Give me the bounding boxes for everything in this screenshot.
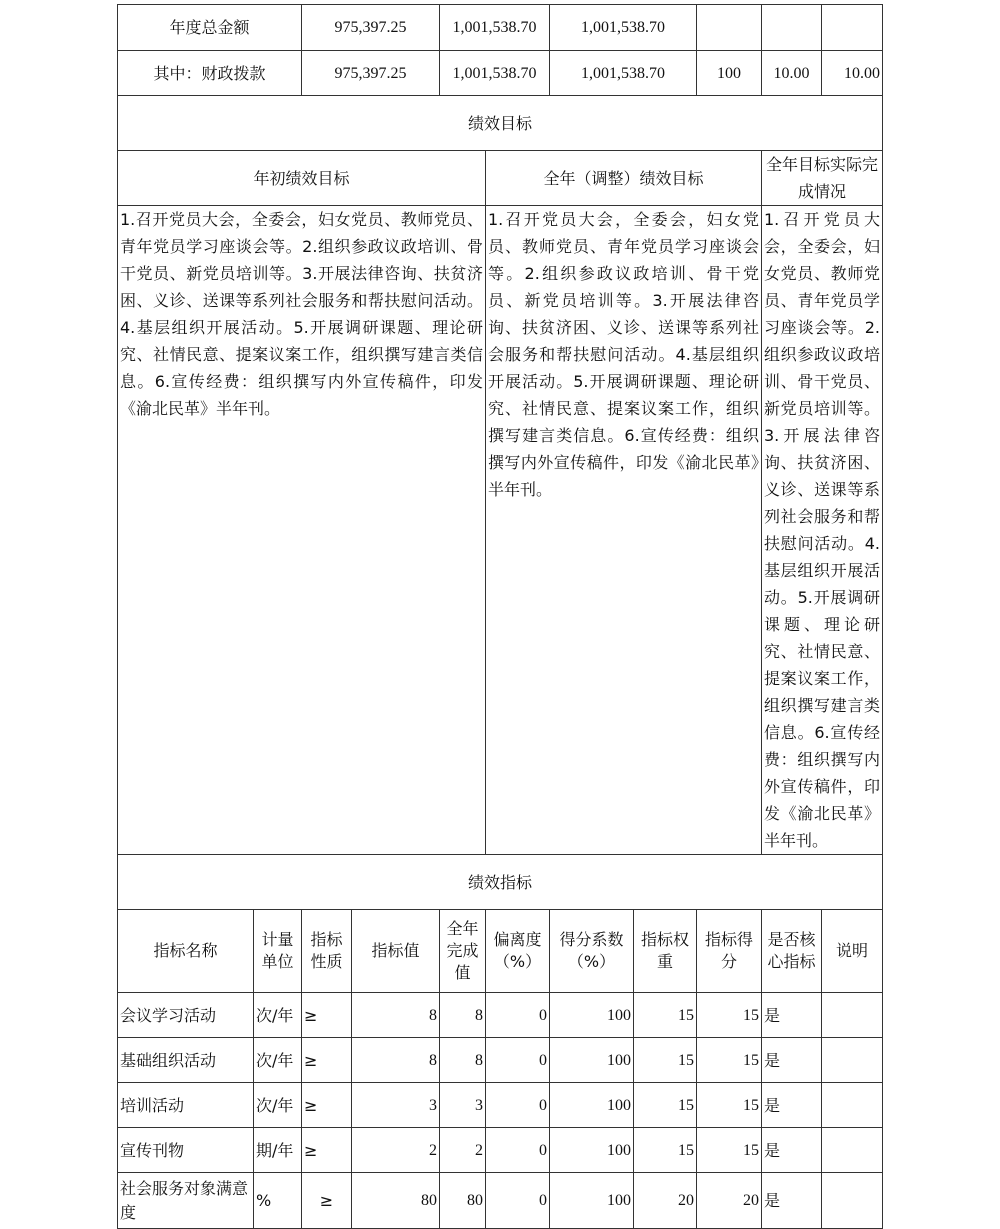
indicator-deviation: 0	[486, 1173, 550, 1229]
indicators-section-title: 绩效指标	[118, 855, 883, 910]
indicator-done: 2	[440, 1128, 486, 1173]
budget-value: 975,397.25	[302, 51, 440, 96]
indicators-section-row	[118, 855, 883, 910]
indicator-score: 20	[697, 1173, 762, 1229]
indicator-core: 是	[762, 1038, 822, 1083]
indicators-header-row	[118, 910, 883, 993]
indicator-name: 会议学习活动	[118, 993, 254, 1038]
table-row	[118, 1173, 883, 1229]
table-row	[118, 993, 883, 1038]
indicator-score: 15	[697, 1128, 762, 1173]
budget-value	[762, 5, 822, 51]
indicator-core: 是	[762, 1128, 822, 1173]
indicator-coefficient: 100	[550, 1128, 634, 1173]
goals-header-actual: 全年目标实际完成情况	[762, 151, 883, 206]
indicator-deviation: 0	[486, 1038, 550, 1083]
indicator-done: 8	[440, 1038, 486, 1083]
indicator-name: 宣传刊物	[118, 1128, 254, 1173]
indicator-target: 8	[352, 1038, 440, 1083]
header-cell: 指标值	[352, 910, 440, 993]
table-row	[118, 1083, 883, 1128]
budget-value: 1,001,538.70	[550, 51, 697, 96]
budget-row	[118, 51, 883, 96]
indicator-name: 基础组织活动	[118, 1038, 254, 1083]
goals-section-row	[118, 96, 883, 151]
header-cell: 是否核心指标	[762, 910, 822, 993]
budget-row	[118, 5, 883, 51]
header-cell: 得分系数（%）	[550, 910, 634, 993]
indicator-score: 15	[697, 1038, 762, 1083]
indicator-unit: %	[254, 1173, 302, 1229]
indicator-name: 社会服务对象满意度	[118, 1173, 254, 1229]
indicator-done: 3	[440, 1083, 486, 1128]
budget-value: 100	[697, 51, 762, 96]
budget-value: 10.00	[762, 51, 822, 96]
indicator-done: 8	[440, 993, 486, 1038]
header-cell: 说明	[822, 910, 883, 993]
goals-content-row	[118, 206, 883, 855]
indicator-note	[822, 1083, 883, 1128]
budget-label: 年度总金额	[118, 5, 302, 51]
budget-value: 1,001,538.70	[550, 5, 697, 51]
indicator-note	[822, 1173, 883, 1229]
budget-value	[697, 5, 762, 51]
budget-label: 其中：财政拨款	[118, 51, 302, 96]
budget-value: 1,001,538.70	[440, 5, 550, 51]
header-cell: 指标得分	[697, 910, 762, 993]
indicator-note	[822, 993, 883, 1038]
indicator-note	[822, 1128, 883, 1173]
indicator-score: 15	[697, 993, 762, 1038]
indicator-nature: ≥	[302, 1173, 352, 1229]
goals-section-title: 绩效目标	[118, 96, 883, 151]
indicator-coefficient: 100	[550, 1038, 634, 1083]
indicator-coefficient: 100	[550, 1173, 634, 1229]
budget-value	[822, 5, 883, 51]
indicator-core: 是	[762, 1173, 822, 1229]
indicator-coefficient: 100	[550, 1083, 634, 1128]
indicator-weight: 15	[634, 993, 697, 1038]
indicator-weight: 20	[634, 1173, 697, 1229]
header-cell: 全年完成值	[440, 910, 486, 993]
budget-value: 10.00	[822, 51, 883, 96]
indicator-target: 8	[352, 993, 440, 1038]
indicator-core: 是	[762, 993, 822, 1038]
performance-table	[117, 4, 883, 1229]
goals-header-adjusted: 全年（调整）绩效目标	[486, 151, 762, 206]
indicator-score: 15	[697, 1083, 762, 1128]
header-cell: 指标名称	[118, 910, 254, 993]
goals-adjusted-text: 1.召开党员大会，全委会，妇女党员、教师党员、青年党员学习座谈会等。2.组织参政议政培训、骨干党员、新党员培训等。3.开展法律咨询、扶贫济困、义诊、送课等系列社会服务和帮扶慰问活动。4.基层组织开展活动。5.开展调研课题、理论研究、社情民意、提案议案工作，组织撰写建言类信息。6.宣传经费：组织撰写内外宣传稿件，印发《渝北民革》半年刊。	[486, 206, 762, 855]
indicator-deviation: 0	[486, 993, 550, 1038]
indicator-nature: ≥	[302, 1128, 352, 1173]
header-cell: 计量单位	[254, 910, 302, 993]
indicator-target: 2	[352, 1128, 440, 1173]
goals-header-row	[118, 151, 883, 206]
indicator-coefficient: 100	[550, 993, 634, 1038]
indicator-note	[822, 1038, 883, 1083]
indicator-nature: ≥	[302, 1038, 352, 1083]
goals-actual-text: 1.召开党员大会，全委会，妇女党员、教师党员、青年党员学习座谈会等。2.组织参政议政培训、骨干党员、新党员培训等。3.开展法律咨询、扶贫济困、义诊、送课等系列社会服务和帮扶慰问活动。4.基层组织开展活动。5.开展调研课题、理论研究、社情民意、提案议案工作，组织撰写建言类信息。6.宣传经费：组织撰写内外宣传稿件，印发《渝北民革》半年刊。	[762, 206, 883, 855]
indicator-unit: 期/年	[254, 1128, 302, 1173]
indicator-nature: ≥	[302, 1083, 352, 1128]
header-cell: 指标性质	[302, 910, 352, 993]
table-row	[118, 1128, 883, 1173]
indicator-target: 80	[352, 1173, 440, 1229]
indicator-name: 培训活动	[118, 1083, 254, 1128]
indicator-unit: 次/年	[254, 1083, 302, 1128]
indicator-deviation: 0	[486, 1128, 550, 1173]
budget-value: 1,001,538.70	[440, 51, 550, 96]
indicator-weight: 15	[634, 1128, 697, 1173]
indicator-unit: 次/年	[254, 1038, 302, 1083]
budget-value: 975,397.25	[302, 5, 440, 51]
indicator-weight: 15	[634, 1083, 697, 1128]
goals-initial-text: 1.召开党员大会，全委会，妇女党员、教师党员、青年党员学习座谈会等。2.组织参政议政培训、骨干党员、新党员培训等。3.开展法律咨询、扶贫济困、义诊、送课等系列社会服务和帮扶慰问活动。4.基层组织开展活动。5.开展调研课题、理论研究、社情民意、提案议案工作，组织撰写建言类信息。6.宣传经费：组织撰写内外宣传稿件，印发《渝北民革》半年刊。	[118, 206, 486, 855]
goals-header-initial: 年初绩效目标	[118, 151, 486, 206]
indicator-core: 是	[762, 1083, 822, 1128]
indicator-deviation: 0	[486, 1083, 550, 1128]
indicator-weight: 15	[634, 1038, 697, 1083]
header-cell: 指标权重	[634, 910, 697, 993]
indicator-nature: ≥	[302, 993, 352, 1038]
indicator-unit: 次/年	[254, 993, 302, 1038]
table-row	[118, 1038, 883, 1083]
indicator-done: 80	[440, 1173, 486, 1229]
indicator-target: 3	[352, 1083, 440, 1128]
header-cell: 偏离度（%）	[486, 910, 550, 993]
